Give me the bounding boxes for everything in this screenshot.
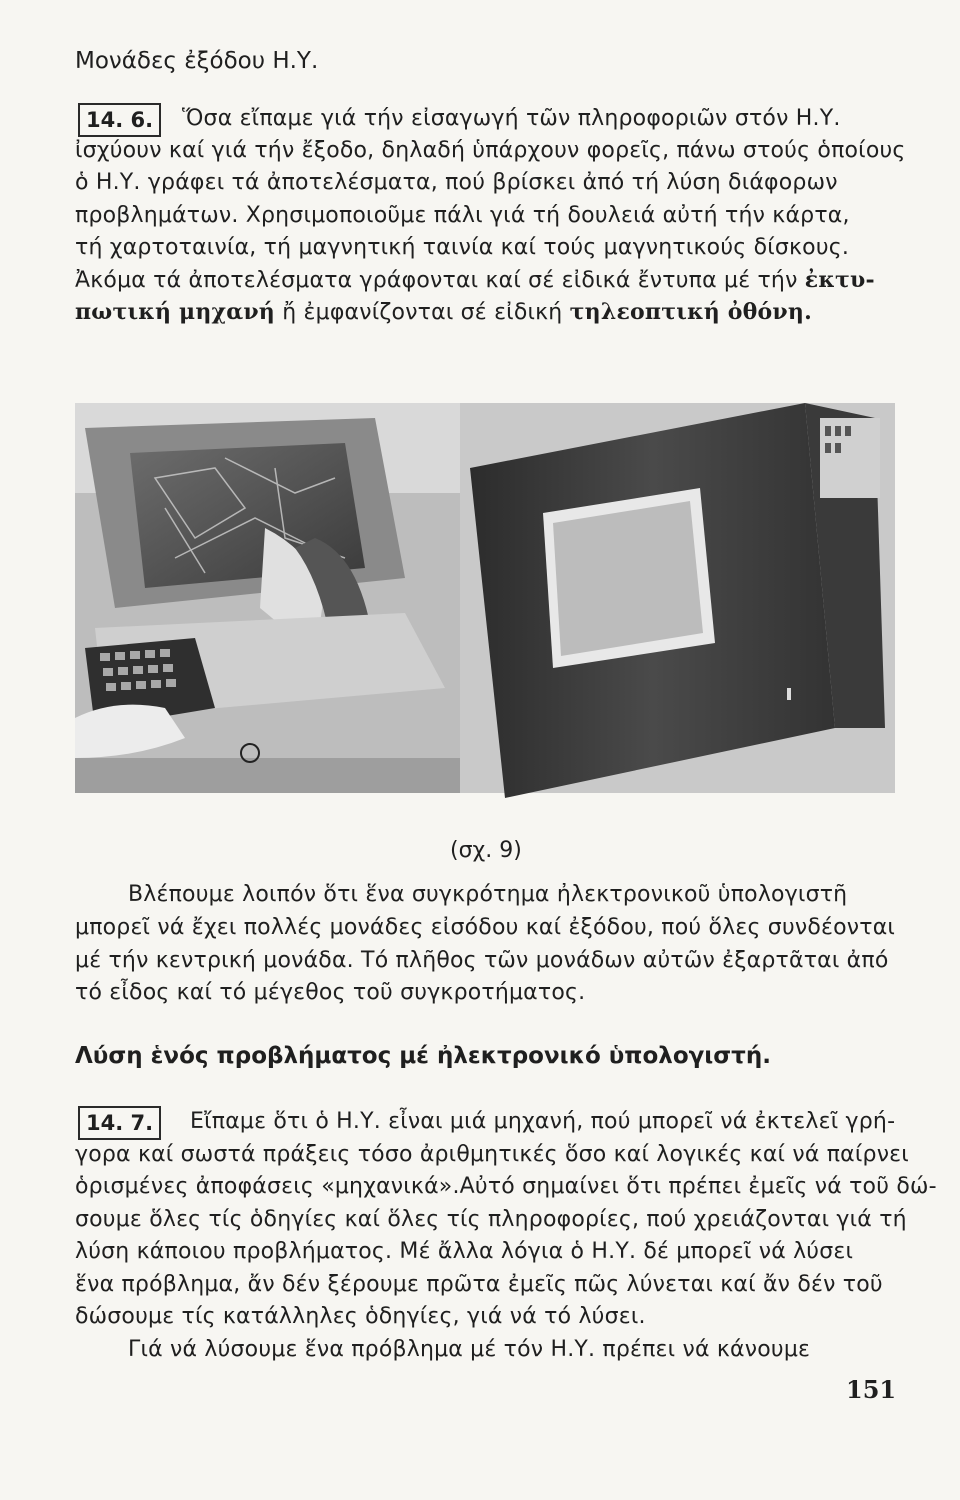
section-heading-solving: Λύση ἑνός προβλήματος μέ ἠλεκτρονικό ὑπολογιστή. bbox=[75, 1043, 771, 1069]
para3-line5: λύση κάποιου προβλήματος. Μέ ἄλλα λόγια ὁ Η.Υ. δέ μπορεῖ νά λύσει bbox=[75, 1239, 854, 1264]
para2-line1: Βλέπουμε λοιπόν ὅτι ἕνα συγκρότημα ἠλεκτρονικοῦ ὑπολογιστῆ bbox=[128, 882, 848, 907]
para1-line6 bbox=[75, 265, 875, 296]
para2-line3: μέ τήν κεντρική μονάδα. Τό πλῆθος τῶν μονάδων αὐτῶν ἐξαρτᾶται ἀπό bbox=[75, 948, 889, 973]
para1-line7-mid: ἤ ἐμφανίζονται σέ εἰδική bbox=[275, 300, 570, 325]
para3-line3: ὁρισμένες ἀποφάσεις «μηχανικά».Αὐτό σημαίνει ὅτι πρέπει ἐμεῖς νά τοῦ δώ- bbox=[75, 1174, 937, 1199]
term-printer-part1: ἐκτυ- bbox=[804, 267, 875, 293]
figure-caption: (σχ. 9) bbox=[450, 838, 522, 863]
section-number-14-6: 14. 6. bbox=[78, 103, 161, 137]
term-tv-screen: τηλεοπτική ὀθόνη. bbox=[569, 299, 812, 325]
para1-line4: προβλημάτων. Χρησιμοποιοῦμε πάλι γιά τή δουλειά αὐτή τήν κάρτα, bbox=[75, 203, 850, 228]
para1-line5: τή χαρτοταινία, τή μαγνητική ταινία καί τούς μαγνητικούς δίσκους. bbox=[75, 235, 850, 260]
para2-line2: μπορεῖ νά ἔχει πολλές μονάδες εἰσόδου καί ἐξόδου, πού ὅλες συνδέονται bbox=[75, 915, 896, 940]
para3-line7: δώσουμε τίς κατάλληλες ὁδηγίες, γιά νά τό λύσει. bbox=[75, 1304, 646, 1329]
para1-line1: Ὅσα εἴπαμε γιά τήν εἰσαγωγή τῶν πληροφοριῶν στόν Η.Υ. bbox=[182, 106, 841, 131]
para1-line7 bbox=[75, 297, 812, 328]
para2-line4: τό εἶδος καί τό μέγεθος τοῦ συγκροτήματος. bbox=[75, 980, 586, 1005]
terminal-photo bbox=[75, 403, 460, 793]
para3-line1: Εἴπαμε ὅτι ὁ Η.Υ. εἶναι μιά μηχανή, πού μπορεῖ νά ἐκτελεῖ γρή- bbox=[190, 1109, 896, 1134]
term-printer-part2: πωτική μηχανή bbox=[75, 299, 275, 325]
para3-line2: γορα καί σωστά πράξεις τόσο ἀριθμητικές ὅσο καί λογικές καί νά παίρνει bbox=[75, 1142, 909, 1167]
para3-line4: σουμε ὅλες τίς ὁδηγίες καί ὅλες τίς πληροφορίες, πού χρειάζονται γιά τή bbox=[75, 1207, 907, 1232]
page-number: 151 bbox=[846, 1375, 897, 1404]
display-cabinet-photo bbox=[460, 403, 895, 798]
para1-line6-text: Ἀκόμα τά ἀποτελέσματα γράφονται καί σέ εἰδικά ἔντυπα μέ τήν bbox=[75, 268, 798, 293]
para1-line2: ἰσχύουν καί γιά τήν ἔξοδο, δηλαδή ὑπάρχουν φορεῖς, πάνω στούς ὁποίους bbox=[75, 138, 906, 163]
para3-line6: ἕνα πρόβλημα, ἄν δέν ξέρουμε πρῶτα ἐμεῖς πῶς λύνεται καί ἄν δέν τοῦ bbox=[75, 1272, 883, 1297]
para4-line1: Γιά νά λύσουμε ἕνα πρόβλημα μέ τόν Η.Υ. πρέπει νά κάνουμε bbox=[128, 1337, 811, 1362]
running-heading: Μονάδες ἐξόδου Η.Υ. bbox=[75, 48, 319, 74]
section-number-14-7: 14. 7. bbox=[78, 1106, 161, 1140]
para1-line3: ὁ Η.Υ. γράφει τά ἀποτελέσματα, πού βρίσκει ἀπό τή λύση διάφορων bbox=[75, 170, 838, 195]
figure-9-photographs bbox=[75, 398, 895, 798]
